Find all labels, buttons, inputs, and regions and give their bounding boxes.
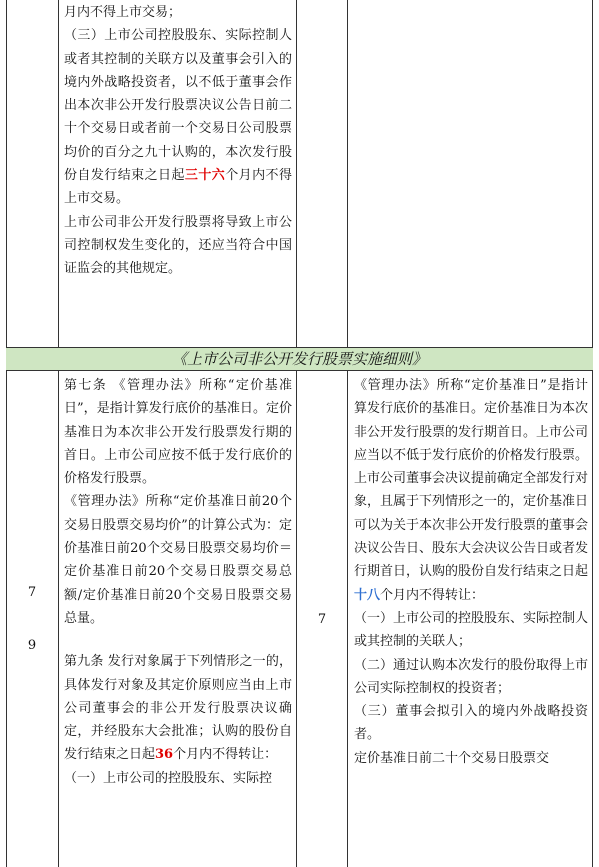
- table-border-right: [592, 0, 593, 867]
- right-item-1: （一）上市公司的控股股东、实际控制人或其控制的关联人；: [354, 610, 588, 650]
- article-nine-item-1: （一）上市公司的控股股东、实际控: [64, 770, 273, 786]
- right-paragraph-1: 《管理办法》所称“定价基准日”是指计算发行底价的基准日。定价基准日为本次非公开发行股票的发行期首日。上市公司应当以不低于发行底价的价格发行股票。: [354, 378, 588, 463]
- bottom-left-text-cell: [64, 374, 292, 867]
- column-divider-2: [296, 0, 297, 867]
- row-index-middle: 7: [317, 612, 327, 627]
- right-item-3: （三）董事会拟引入的境内外战略投资者。: [354, 704, 588, 743]
- formula-paragraph: 《管理办法》所称“定价基准日前20个交易日股票交易均价”的计算公式为：定价基准日前20个交易日股票交易均价＝定价基准日前20个交易日股票交易总额/定价基准日前20个交易日股票交易总量。: [64, 494, 292, 626]
- right-paragraph-last: 定价基准日前二十个交易日股票交: [354, 750, 550, 766]
- highlight-36: 36: [155, 747, 174, 763]
- regulation-comparison-table: [6, 0, 593, 867]
- right-item-2: （二）通过认购本次发行的股份取得上市公司实际控制权的投资者；: [354, 657, 588, 696]
- row-index-left-a: 7: [27, 585, 37, 600]
- right-paragraph-2: 上市公司董事会决议提前确定全部发行对象，且属于下列情形之一的，定价基准日可以为关于本次非公开发行股票的董事会决议公告日、股东大会决议公告日或者发行期首日，认购的股份自发行结束之日起十八个月内不得转让：: [354, 471, 588, 603]
- highlight-thirty-six: 三十六: [184, 168, 226, 184]
- article-seven-paragraph: 第七条 《管理办法》所称“定价基准日”，是指计算发行底价的基准日。定价基准日为本次非公开发行股票发行期的首日。上市公司应按不低于发行底价的价格发行股票。: [64, 378, 292, 487]
- row-index-left-b: 9: [27, 638, 37, 653]
- column-divider-1: [58, 0, 59, 867]
- section-title-banner: [6, 347, 593, 371]
- article-nine-paragraph: 第九条 发行对象属于下列情形之一的，具体发行对象及其定价原则应当由上市公司董事会的非公开发行股票决议确定，并经股东大会批准；认购的股份自发行结束之日起36个月内不得转让：: [64, 654, 292, 763]
- section-title: 《上市公司非公开发行股票实施细则》: [171, 350, 427, 368]
- paragraph-gap: [64, 630, 292, 650]
- table-border-left: [6, 0, 7, 867]
- top-left-text-cell: [64, 1, 292, 346]
- top-text-paragraph-1: （三）上市公司控股股东、实际控制人或者其控制的关联方以及董事会引入的境内外战略投资者，以不低于董事会作出本次非公开发行股票决议公告日前二十个交易日或者前一个交易日公司股票均价的百分之九十认购的，本次发行股份自发行结束之日起三十六个月内不得上市交易。: [64, 28, 292, 207]
- column-divider-3: [347, 0, 348, 867]
- top-text-line-0: 月内不得上市交易；: [64, 5, 182, 20]
- bottom-right-text-cell: [354, 374, 588, 867]
- highlight-eighteen: 十八: [354, 587, 381, 603]
- top-text-paragraph-2: 上市公司非公开发行股票将导致上市公司控制权发生变化的，还应当符合中国证监会的其他规定。: [64, 214, 292, 277]
